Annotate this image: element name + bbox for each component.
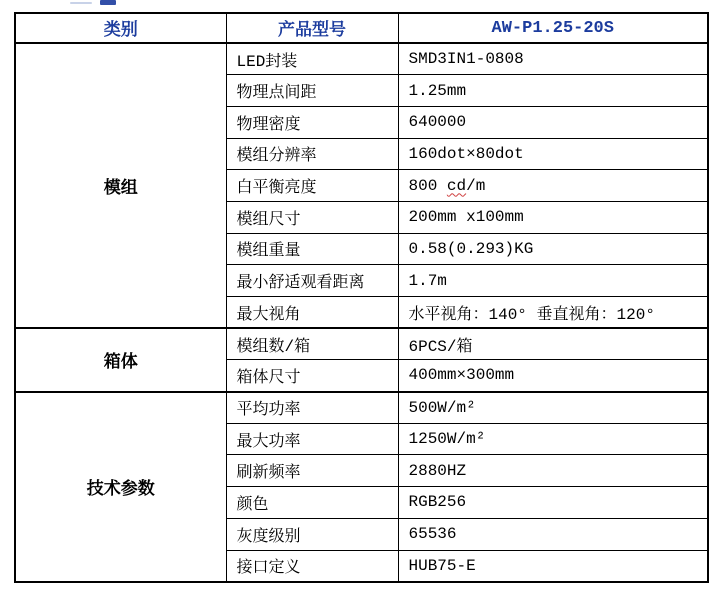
param-label-cell: 刷新频率	[226, 455, 398, 487]
param-value-cell: 0.58(0.293)KG	[398, 233, 708, 265]
spec-row	[15, 328, 708, 360]
param-label-cell: LED封装	[226, 43, 398, 75]
artifact-smudge	[70, 2, 92, 4]
param-value-cell: RGB256	[398, 487, 708, 519]
param-value-cell: 160dot×80dot	[398, 138, 708, 170]
param-label-cell: 模组数/箱	[226, 328, 398, 360]
param-value-cell: 6PCS/箱	[398, 328, 708, 360]
param-value-cell: 1.7m	[398, 265, 708, 297]
param-label-cell: 模组分辨率	[226, 138, 398, 170]
cropped-text-artifact	[70, 0, 130, 5]
param-label-cell: 平均功率	[226, 392, 398, 424]
param-label-cell: 物理密度	[226, 106, 398, 138]
param-label-cell: 白平衡亮度	[226, 170, 398, 202]
param-value-cell: 1.25mm	[398, 75, 708, 107]
header-category: 类别	[15, 13, 226, 43]
param-label-cell: 最小舒适观看距离	[226, 265, 398, 297]
param-value-cell: 500W/m²	[398, 392, 708, 424]
param-value-cell: 1250W/m²	[398, 423, 708, 455]
param-label-cell: 接口定义	[226, 550, 398, 582]
param-value-cell: 800 cd/m	[398, 170, 708, 202]
param-value-cell: HUB75-E	[398, 550, 708, 582]
table-header-row	[15, 13, 708, 43]
param-value-cell: 640000	[398, 106, 708, 138]
header-model-value: AW-P1.25-20S	[398, 13, 708, 43]
spec-table-body	[15, 43, 708, 582]
param-label-cell: 箱体尺寸	[226, 360, 398, 392]
section-category-cell: 技术参数	[15, 392, 226, 582]
spec-row	[15, 392, 708, 424]
param-label-cell: 模组重量	[226, 233, 398, 265]
param-label-cell: 灰度级别	[226, 518, 398, 550]
spellcheck-underline: cd	[446, 176, 467, 195]
param-value-cell: SMD3IN1-0808	[398, 43, 708, 75]
param-value-cell: 200mm x100mm	[398, 201, 708, 233]
param-label-cell: 最大视角	[226, 297, 398, 329]
param-value-cell: 400mm×300mm	[398, 360, 708, 392]
param-value-cell: 水平视角：140° 垂直视角：120°	[398, 297, 708, 329]
param-label-cell: 最大功率	[226, 423, 398, 455]
section-category-cell: 箱体	[15, 328, 226, 391]
artifact-blob	[100, 0, 116, 5]
header-model-label: 产品型号	[226, 13, 398, 43]
param-label-cell: 模组尺寸	[226, 201, 398, 233]
param-label-cell: 颜色	[226, 487, 398, 519]
param-value-cell: 2880HZ	[398, 455, 708, 487]
param-label-cell: 物理点间距	[226, 75, 398, 107]
product-spec-table	[14, 12, 709, 583]
spec-row	[15, 43, 708, 75]
param-value-cell: 65536	[398, 518, 708, 550]
section-category-cell: 模组	[15, 43, 226, 328]
